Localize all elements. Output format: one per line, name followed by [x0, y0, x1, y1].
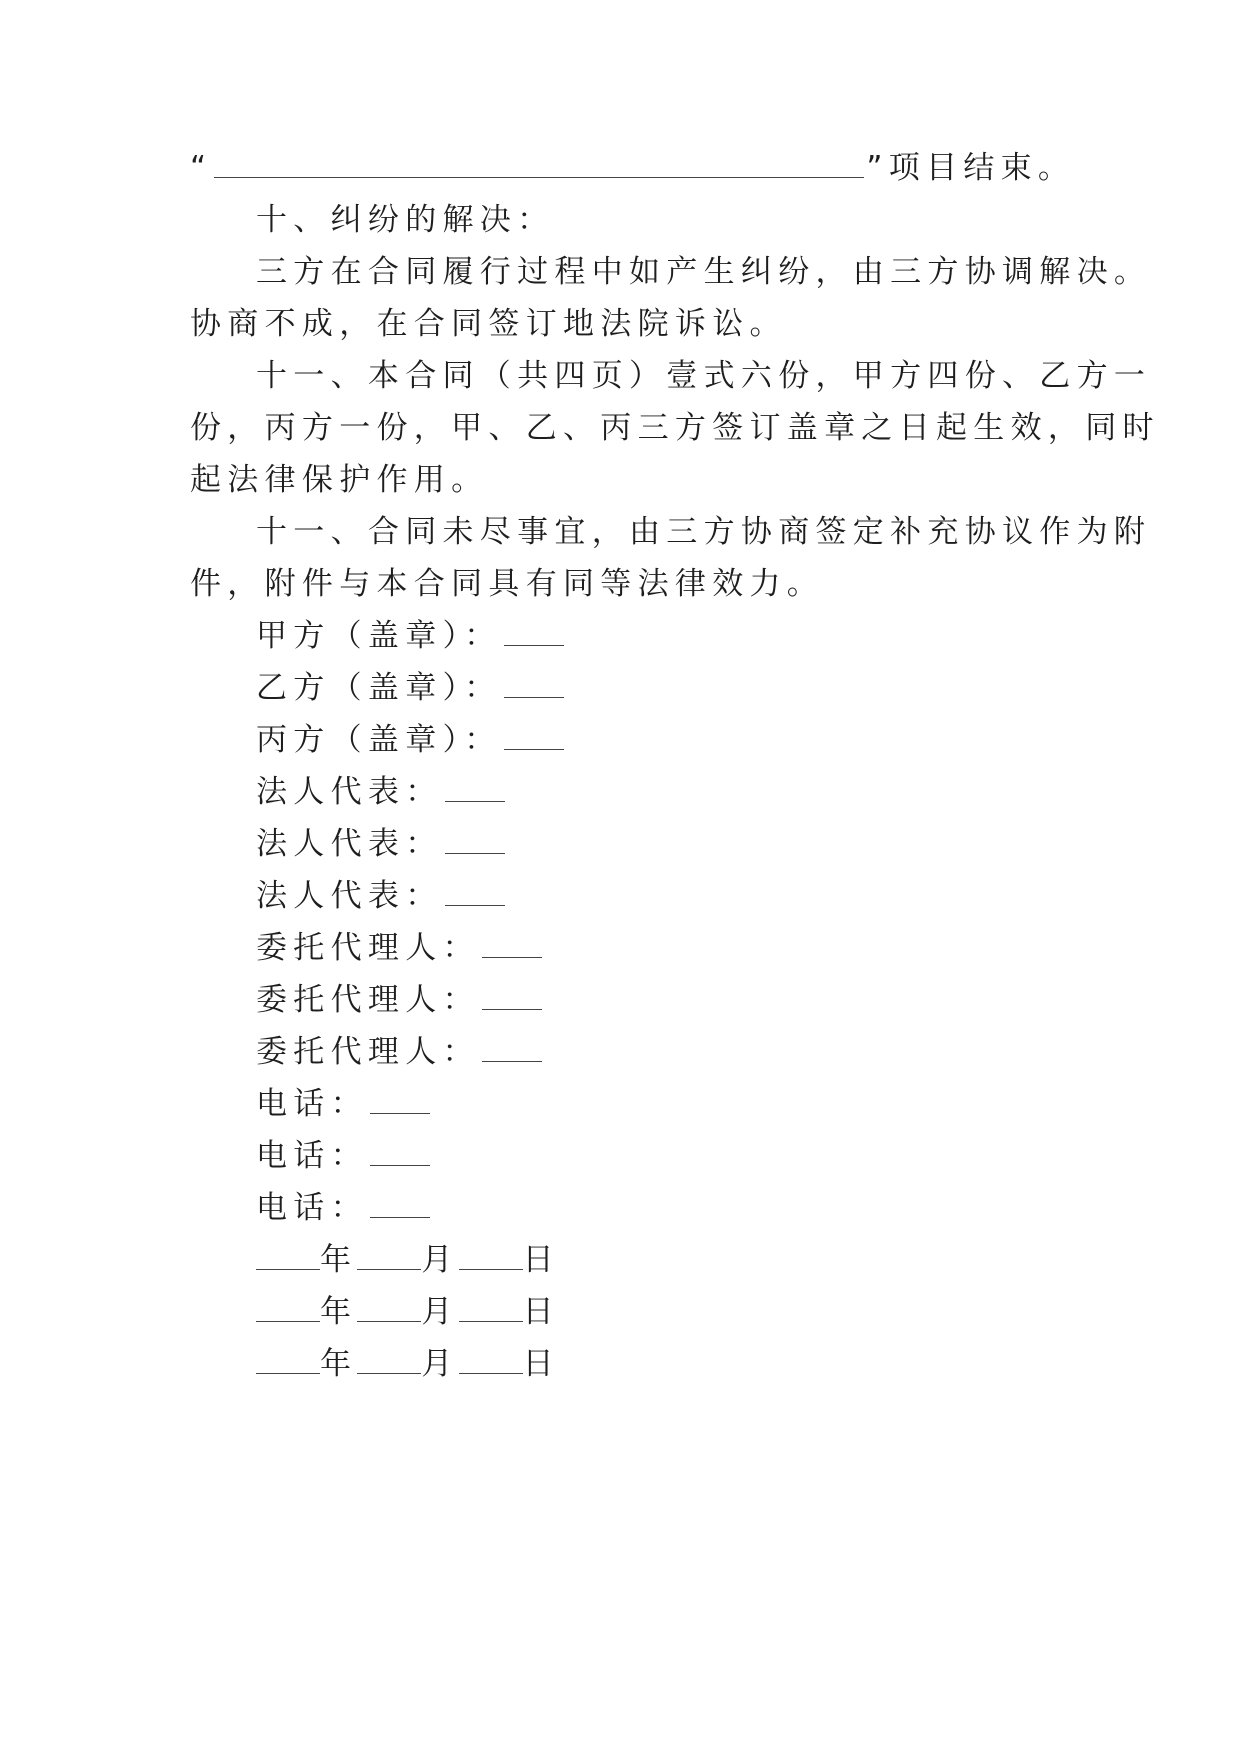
- project-name-blank: [214, 153, 864, 178]
- year-label: 年: [320, 1294, 358, 1330]
- month-label: 月: [421, 1346, 459, 1382]
- party-b-seal-blank: [504, 673, 564, 698]
- agent-label: 委托代理人：: [256, 1034, 480, 1070]
- phone-blank: [370, 1089, 430, 1114]
- month-label: 月: [421, 1242, 459, 1278]
- legal-rep-line-2: [256, 824, 507, 864]
- clause-11-supplement-line-1: 十一、合同未尽事宜，由三方协商签定补充协议作为附: [256, 514, 1152, 550]
- legal-rep-label: 法人代表：: [256, 826, 443, 862]
- dispute-paragraph-line-1: 三方在合同履行过程中如产生纠纷，由三方协调解决。: [256, 254, 1152, 290]
- month-blank: [357, 1297, 421, 1322]
- date-line-2: [256, 1292, 560, 1332]
- clause-11-copies-line-3: 起法律保护作用。: [190, 462, 489, 498]
- year-label: 年: [320, 1346, 358, 1382]
- legal-rep-line-3: [256, 876, 507, 916]
- phone-line-1: [256, 1084, 432, 1124]
- phone-label: 电话：: [256, 1190, 368, 1226]
- dispute-paragraph-line-2: 协商不成，在合同签订地法院诉讼。: [190, 306, 787, 342]
- party-b-seal-line: [256, 668, 566, 708]
- legal-rep-blank: [445, 881, 505, 906]
- agent-line-1: [256, 928, 544, 968]
- day-blank: [459, 1297, 523, 1322]
- agent-blank: [482, 933, 542, 958]
- clause-11-copies-line-2: 份，丙方一份，甲、乙、丙三方签订盖章之日起生效，同时: [190, 410, 1160, 446]
- legal-rep-blank: [445, 829, 505, 854]
- legal-rep-line-1: [256, 772, 507, 812]
- month-label: 月: [421, 1294, 459, 1330]
- day-label: 日: [522, 1242, 560, 1278]
- party-c-seal-label: 丙方（盖章）：: [256, 722, 502, 758]
- party-a-seal-line: [256, 616, 566, 656]
- phone-line-3: [256, 1188, 432, 1228]
- day-blank: [459, 1349, 523, 1374]
- clause-11-supplement-line-2: 件，附件与本合同具有同等法律效力。: [190, 566, 825, 602]
- legal-rep-label: 法人代表：: [256, 878, 443, 914]
- phone-label: 电话：: [256, 1086, 368, 1122]
- agent-blank: [482, 1037, 542, 1062]
- agent-blank: [482, 985, 542, 1010]
- project-end-text: ”项目结束。: [866, 150, 1076, 186]
- month-blank: [357, 1245, 421, 1270]
- party-c-seal-blank: [504, 725, 564, 750]
- day-blank: [459, 1245, 523, 1270]
- phone-label: 电话：: [256, 1138, 368, 1174]
- phone-blank: [370, 1193, 430, 1218]
- agent-line-3: [256, 1032, 544, 1072]
- clause-11-copies-line-1: 十一、本合同（共四页）壹式六份，甲方四份、乙方一: [256, 358, 1152, 394]
- legal-rep-blank: [445, 777, 505, 802]
- legal-rep-label: 法人代表：: [256, 774, 443, 810]
- open-quote: “: [190, 150, 213, 186]
- party-a-seal-blank: [504, 621, 564, 646]
- dispute-heading: 十、纠纷的解决：: [256, 202, 555, 238]
- year-blank: [256, 1349, 320, 1374]
- agent-label: 委托代理人：: [256, 982, 480, 1018]
- date-line-3: [256, 1344, 560, 1384]
- year-blank: [256, 1245, 320, 1270]
- party-b-seal-label: 乙方（盖章）：: [256, 670, 502, 706]
- day-label: 日: [522, 1294, 560, 1330]
- agent-line-2: [256, 980, 544, 1020]
- phone-line-2: [256, 1136, 432, 1176]
- project-end-line: [190, 148, 1075, 188]
- day-label: 日: [522, 1346, 560, 1382]
- party-a-seal-label: 甲方（盖章）：: [256, 618, 502, 654]
- month-blank: [357, 1349, 421, 1374]
- phone-blank: [370, 1141, 430, 1166]
- party-c-seal-line: [256, 720, 566, 760]
- agent-label: 委托代理人：: [256, 930, 480, 966]
- year-label: 年: [320, 1242, 358, 1278]
- year-blank: [256, 1297, 320, 1322]
- date-line-1: [256, 1240, 560, 1280]
